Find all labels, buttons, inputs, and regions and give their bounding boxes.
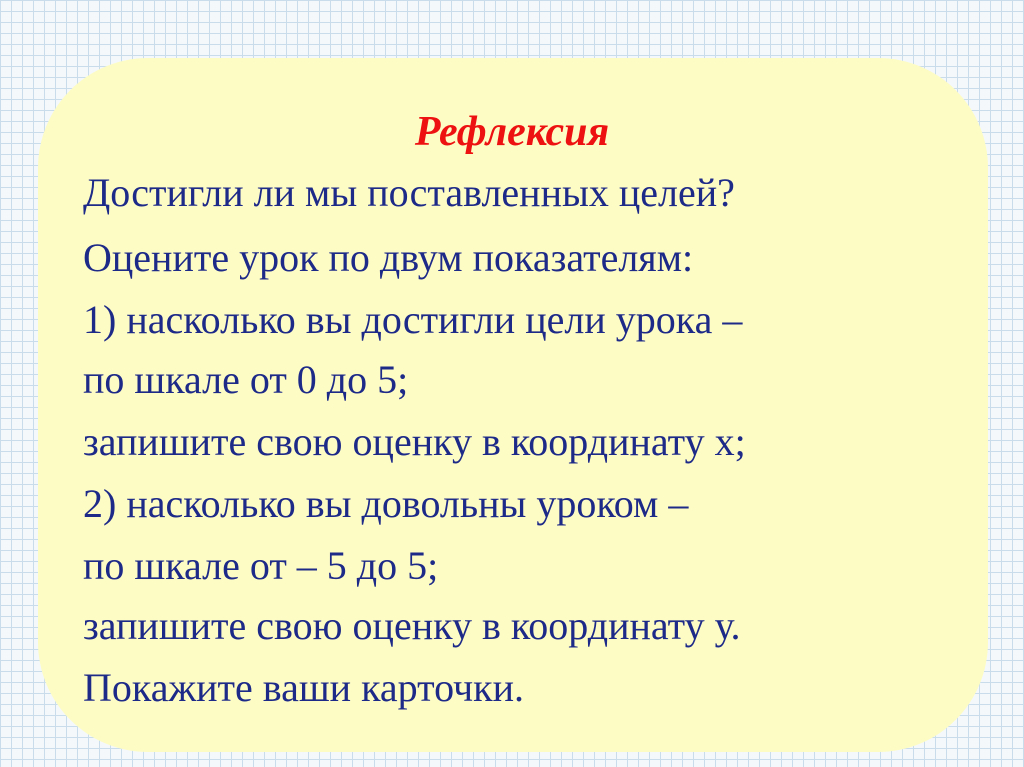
text-line-criterion-2: 2) насколько вы довольны уроком – [83, 481, 689, 526]
text-line-criterion-1: 1) насколько вы достигли цели урока – [83, 297, 743, 342]
text-line-scale-1: по шкале от 0 до 5; [83, 357, 409, 402]
text-line-record-x: запишите свою оценку в координату х; [83, 419, 746, 464]
text-line-record-y: запишите свою оценку в координату у. [83, 603, 741, 648]
slide-title: Рефлексия [414, 109, 610, 155]
text-line-scale-2: по шкале от – 5 до 5; [83, 543, 439, 588]
text-line-rate-lesson: Оцените урок по двум показателям: [83, 235, 694, 280]
text-line-goals-question: Достигли ли мы поставленных целей? [83, 170, 735, 215]
text-line-show-cards: Покажите ваши карточки. [83, 665, 524, 710]
